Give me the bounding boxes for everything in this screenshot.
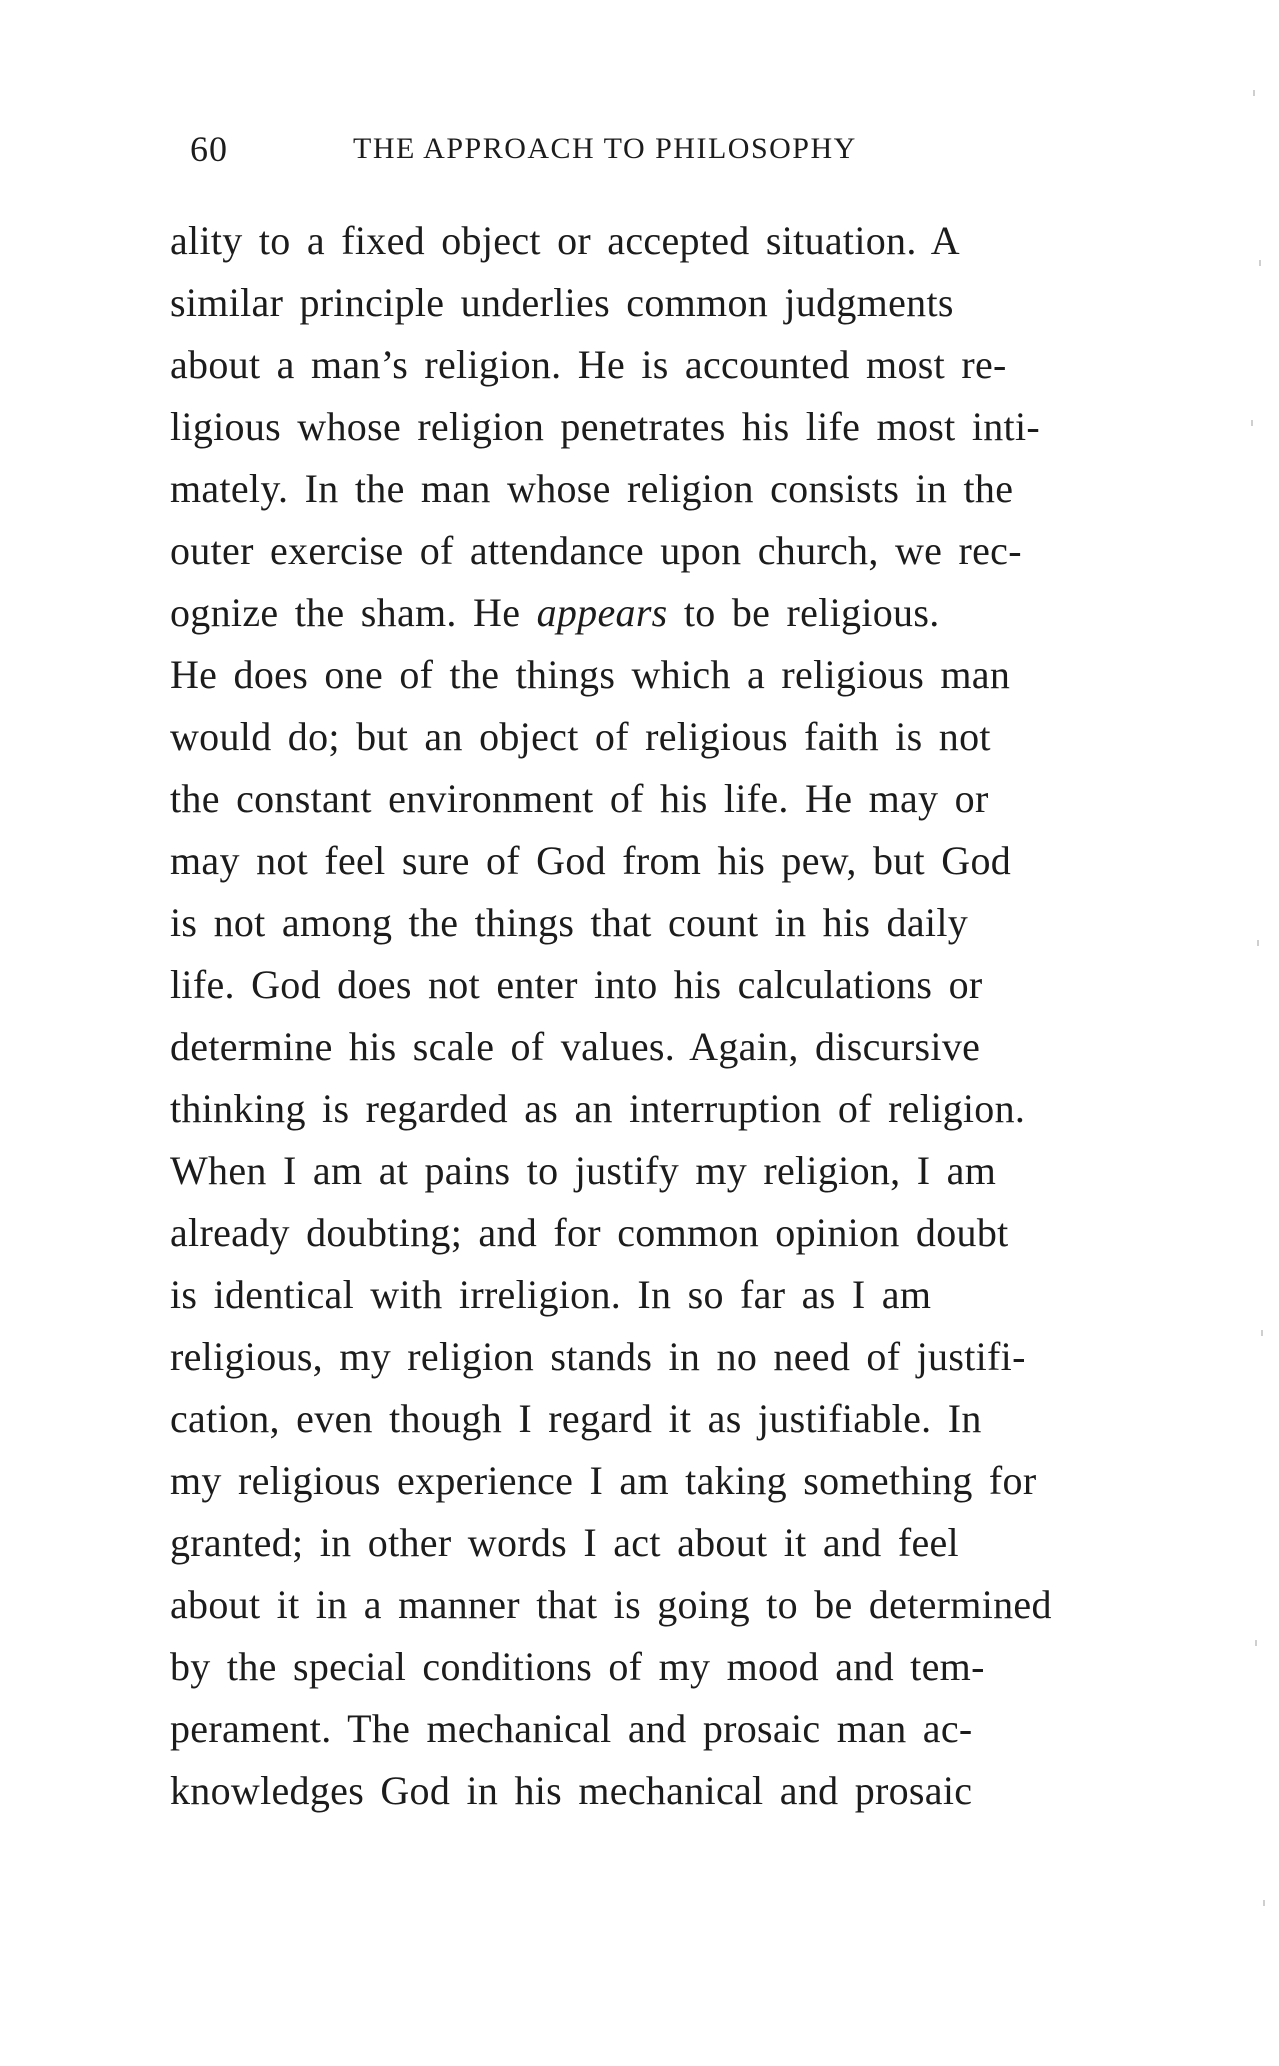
text-line-9: would do; but an object of religious faith is not [170, 714, 991, 759]
text-line-5: mately. In the man whose religion consists in the [170, 466, 1014, 511]
body-text [170, 210, 1130, 1822]
scan-speck [1251, 420, 1253, 426]
scan-speck [1255, 1640, 1257, 1646]
text-line-7 [170, 582, 1130, 644]
text-line-2: similar principle underlies common judgments [170, 280, 954, 325]
scan-speck [1261, 1330, 1263, 1336]
text-line-21: my religious experience I am taking something for [170, 1458, 1037, 1503]
text-line-10: the constant environment of his life. He may or [170, 776, 989, 821]
text-line-26: knowledges God in his mechanical and prosaic [170, 1768, 973, 1813]
text-line-20: cation, even though I regard it as justifiable. In [170, 1396, 982, 1441]
text-line-7-end: to be religious. [667, 590, 940, 635]
text-line-4: ligious whose religion penetrates his life most inti- [170, 404, 1040, 449]
text-line-6: outer exercise of attendance upon church, we rec- [170, 528, 1022, 573]
scan-edge-noise [1249, 0, 1269, 2066]
page-header [190, 128, 1010, 174]
scan-speck [1259, 260, 1261, 266]
running-title: THE APPROACH TO PHILOSOPHY [353, 132, 857, 165]
scan-speck [1253, 90, 1255, 96]
text-line-13: life. God does not enter into his calculations or [170, 962, 983, 1007]
text-line-16: When I am at pains to justify my religion, I am [170, 1148, 997, 1193]
text-line-8: He does one of the things which a religious man [170, 652, 1011, 697]
text-line-23: about it in a manner that is going to be determined [170, 1582, 1052, 1627]
scan-speck [1263, 1900, 1265, 1906]
text-line-12: is not among the things that count in his daily [170, 900, 969, 945]
text-line-3: about a man’s religion. He is accounted most re- [170, 342, 1007, 387]
text-line-7-start: ognize the sham. He [170, 590, 537, 635]
text-line-25: perament. The mechanical and prosaic man ac- [170, 1706, 973, 1751]
text-line-1: ality to a fixed object or accepted situation. A [170, 218, 960, 263]
scan-speck [1257, 940, 1259, 946]
emphasized-word: appears [536, 590, 668, 635]
text-line-18: is identical with irreligion. In so far as I am [170, 1272, 932, 1317]
text-line-11: may not feel sure of God from his pew, but God [170, 838, 1012, 883]
text-line-19: religious, my religion stands in no need of justifi- [170, 1334, 1026, 1379]
text-line-22: granted; in other words I act about it and feel [170, 1520, 959, 1565]
page-number: 60 [190, 129, 228, 169]
text-line-15: thinking is regarded as an interruption of religion. [170, 1086, 1026, 1131]
text-line-14: determine his scale of values. Again, discursive [170, 1024, 981, 1069]
text-line-17: already doubting; and for common opinion doubt [170, 1210, 1009, 1255]
text-line-24: by the special conditions of my mood and tem- [170, 1644, 985, 1689]
